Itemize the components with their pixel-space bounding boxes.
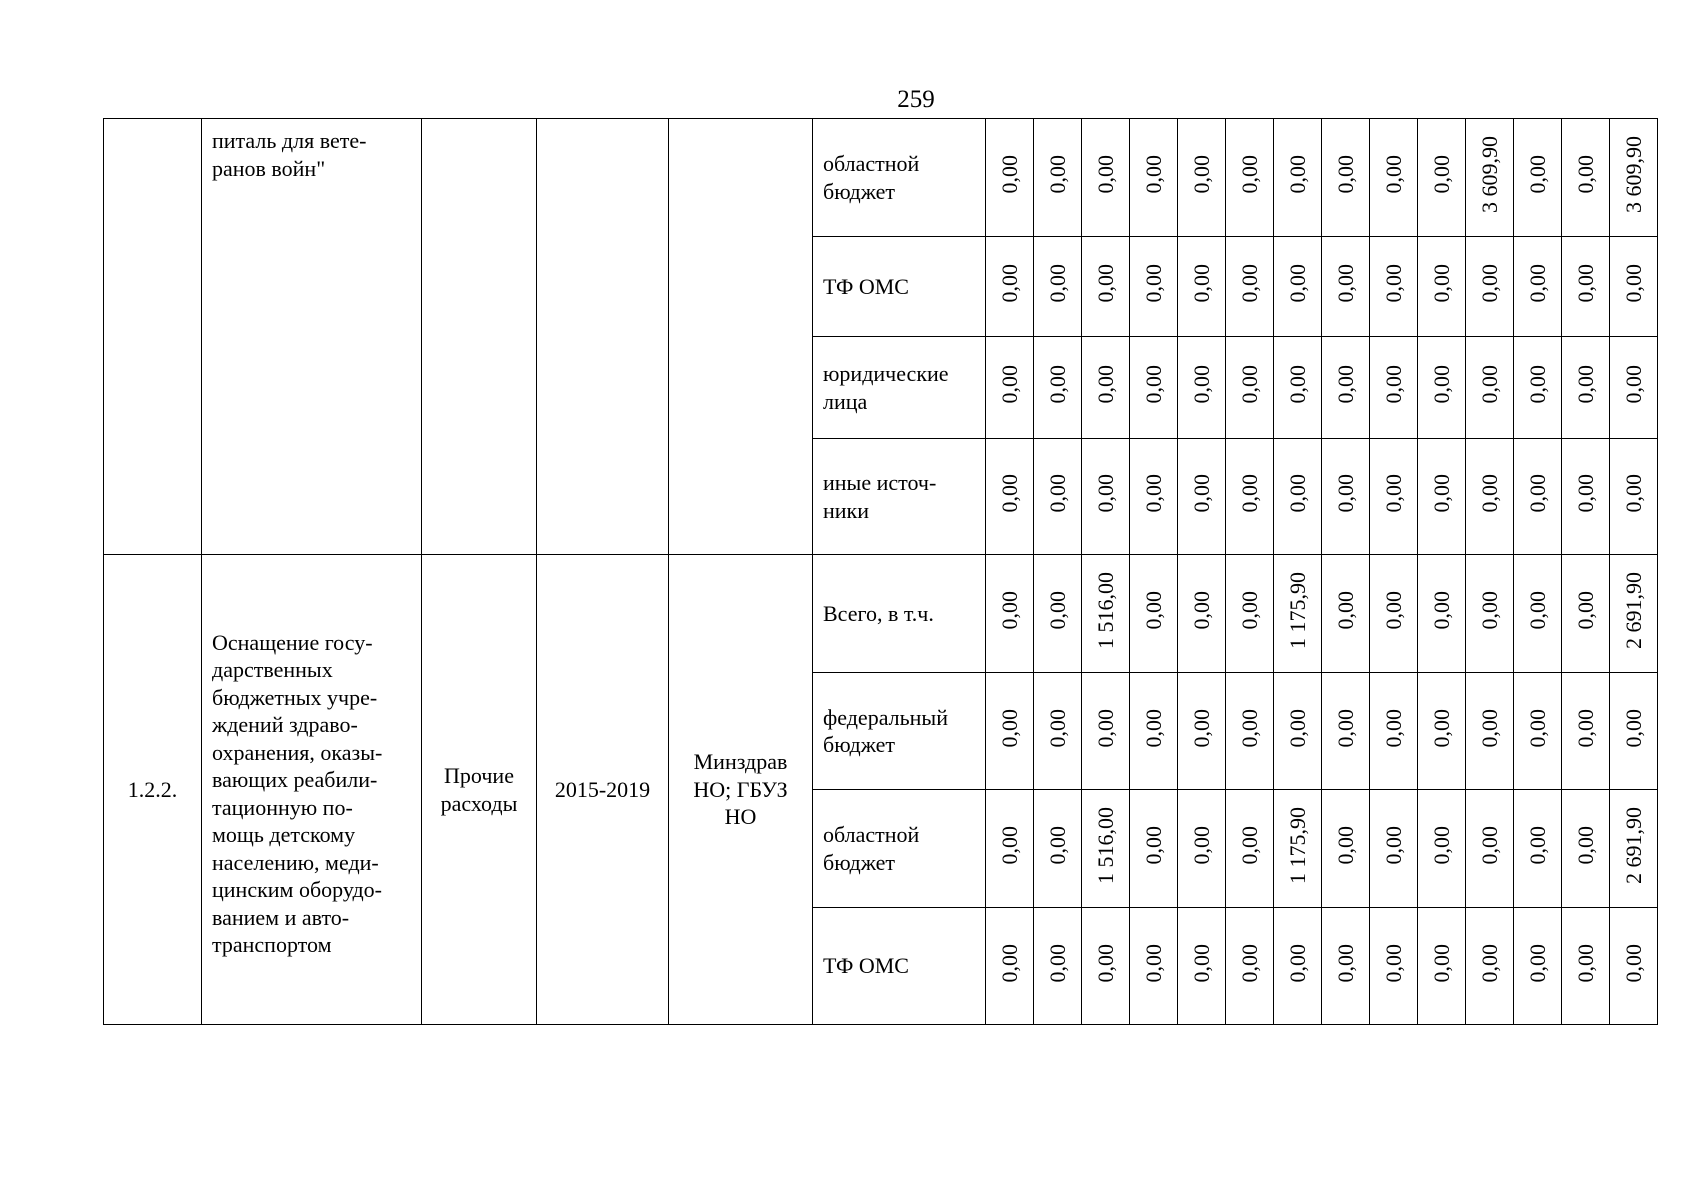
value-text: 0,00	[1284, 264, 1310, 303]
value-text: 0,00	[1572, 474, 1598, 513]
funding-source-label: Всего, в т.ч.	[823, 600, 934, 626]
value-cell	[1082, 237, 1130, 337]
value-text: 0,00	[996, 365, 1022, 404]
value-text: 0,00	[1428, 365, 1454, 404]
value-text: 0,00	[1380, 943, 1406, 982]
value-cell	[1226, 439, 1274, 555]
value-cell	[1370, 119, 1418, 237]
value-cell	[1082, 555, 1130, 673]
value-cell	[1130, 908, 1178, 1025]
value-text: 0,00	[1092, 474, 1118, 513]
value-text: 1 516,00	[1092, 806, 1118, 884]
value-text: 0,00	[1236, 264, 1262, 303]
value-cell	[1370, 237, 1418, 337]
value-cell	[1418, 673, 1466, 790]
value-text: 0,00	[1476, 264, 1502, 303]
value-cell	[1082, 119, 1130, 237]
value-text: 0,00	[1428, 474, 1454, 513]
value-text: 0,00	[996, 591, 1022, 630]
table-row	[104, 119, 1658, 237]
value-cell	[986, 237, 1034, 337]
value-text: 0,00	[996, 155, 1022, 194]
value-text: 0,00	[1188, 826, 1214, 865]
value-cell	[1466, 237, 1514, 337]
value-cell	[1034, 119, 1082, 237]
value-cell	[1322, 237, 1370, 337]
value-cell	[1514, 337, 1562, 439]
expense-type-cell-text: Прочие расходы	[440, 763, 518, 816]
value-text: 0,00	[1572, 708, 1598, 747]
value-text: 0,00	[1284, 943, 1310, 982]
item-name-cell	[202, 555, 422, 1025]
page-number: 259	[897, 86, 935, 113]
funding-source-label: юридические лица	[823, 361, 949, 414]
value-cell	[1562, 790, 1610, 908]
value-text: 0,00	[1620, 708, 1646, 747]
value-cell	[1418, 119, 1466, 237]
value-text: 0,00	[1620, 264, 1646, 303]
value-cell	[1514, 908, 1562, 1025]
value-cell	[986, 337, 1034, 439]
period-cell	[537, 119, 669, 555]
value-text: 0,00	[1188, 708, 1214, 747]
table-row	[104, 555, 1658, 673]
value-cell	[1514, 439, 1562, 555]
value-text: 0,00	[1428, 943, 1454, 982]
value-text: 0,00	[1428, 591, 1454, 630]
value-cell	[1034, 908, 1082, 1025]
executor-cell	[669, 119, 813, 555]
value-text: 0,00	[1044, 591, 1070, 630]
value-text: 0,00	[1620, 365, 1646, 404]
value-cell	[1466, 790, 1514, 908]
value-cell	[1514, 790, 1562, 908]
value-text: 0,00	[996, 826, 1022, 865]
value-text: 0,00	[1476, 474, 1502, 513]
value-cell	[1562, 908, 1610, 1025]
value-cell	[1514, 119, 1562, 237]
value-cell	[1130, 237, 1178, 337]
value-cell	[1034, 673, 1082, 790]
value-text: 0,00	[1572, 943, 1598, 982]
value-text: 0,00	[996, 943, 1022, 982]
value-cell	[1082, 337, 1130, 439]
value-cell	[1274, 555, 1322, 673]
executor-cell-text: Минздрав НО; ГБУЗ НО	[693, 749, 788, 830]
value-text: 0,00	[996, 264, 1022, 303]
value-text: 3 609,90	[1476, 135, 1502, 213]
funding-source-cell	[813, 790, 986, 908]
value-text: 0,00	[1140, 591, 1166, 630]
value-text: 0,00	[1380, 474, 1406, 513]
value-text: 0,00	[1476, 365, 1502, 404]
item-code-cell	[104, 555, 202, 1025]
value-text: 0,00	[1284, 708, 1310, 747]
value-cell	[1466, 673, 1514, 790]
value-text: 0,00	[1524, 365, 1550, 404]
value-cell	[1466, 119, 1514, 237]
value-cell	[1514, 555, 1562, 673]
value-cell	[1130, 119, 1178, 237]
value-text: 0,00	[1188, 365, 1214, 404]
value-cell	[1082, 439, 1130, 555]
value-cell	[1274, 439, 1322, 555]
expense-type-cell	[422, 555, 537, 1025]
value-text: 0,00	[1524, 155, 1550, 194]
value-text: 2 691,90	[1620, 571, 1646, 649]
value-text: 0,00	[1044, 943, 1070, 982]
value-text: 0,00	[1332, 943, 1358, 982]
value-text: 0,00	[1140, 155, 1166, 194]
value-cell	[1274, 119, 1322, 237]
value-cell	[1178, 555, 1226, 673]
value-text: 0,00	[1044, 365, 1070, 404]
value-text: 0,00	[1476, 943, 1502, 982]
funding-source-label: областной бюджет	[823, 822, 920, 875]
value-cell	[1610, 555, 1658, 673]
value-text: 0,00	[1236, 591, 1262, 630]
value-cell	[1274, 673, 1322, 790]
value-text: 0,00	[1284, 365, 1310, 404]
value-text: 0,00	[1188, 591, 1214, 630]
item-name-cell-text: питаль для вете- ранов войн"	[212, 128, 367, 181]
value-cell	[986, 119, 1034, 237]
value-cell	[1178, 337, 1226, 439]
value-cell	[1610, 337, 1658, 439]
value-cell	[1082, 673, 1130, 790]
value-text: 1 175,90	[1284, 806, 1310, 884]
funding-source-cell	[813, 555, 986, 673]
value-text: 0,00	[1380, 264, 1406, 303]
funding-source-cell	[813, 237, 986, 337]
value-cell	[1178, 439, 1226, 555]
value-cell	[1418, 790, 1466, 908]
value-cell	[986, 555, 1034, 673]
value-cell	[1610, 439, 1658, 555]
value-text: 0,00	[1332, 474, 1358, 513]
value-text: 0,00	[1044, 708, 1070, 747]
value-cell	[1034, 439, 1082, 555]
value-cell	[1418, 439, 1466, 555]
period-cell	[537, 555, 669, 1025]
value-cell	[1370, 555, 1418, 673]
value-cell	[1034, 237, 1082, 337]
funding-source-cell	[813, 439, 986, 555]
value-cell	[1562, 237, 1610, 337]
funding-source-cell	[813, 908, 986, 1025]
value-cell	[1322, 908, 1370, 1025]
funding-source-label: иные источ- ники	[823, 470, 937, 523]
value-cell	[1514, 673, 1562, 790]
value-cell	[1418, 237, 1466, 337]
value-cell	[986, 790, 1034, 908]
value-cell	[1178, 673, 1226, 790]
value-cell	[1610, 237, 1658, 337]
value-text: 0,00	[1380, 708, 1406, 747]
item-name-cell	[202, 119, 422, 555]
value-cell	[1130, 790, 1178, 908]
value-text: 0,00	[1380, 365, 1406, 404]
value-cell	[1274, 337, 1322, 439]
value-cell	[1610, 119, 1658, 237]
value-text: 0,00	[1476, 591, 1502, 630]
value-cell	[1034, 790, 1082, 908]
value-cell	[1466, 555, 1514, 673]
value-text: 0,00	[1428, 155, 1454, 194]
value-cell	[986, 439, 1034, 555]
value-text: 0,00	[1236, 155, 1262, 194]
value-cell	[1370, 673, 1418, 790]
value-text: 0,00	[1140, 826, 1166, 865]
value-cell	[1130, 673, 1178, 790]
value-text: 0,00	[1380, 826, 1406, 865]
value-cell	[1034, 337, 1082, 439]
value-text: 0,00	[1284, 474, 1310, 513]
value-cell	[1130, 555, 1178, 673]
value-cell	[986, 673, 1034, 790]
value-cell	[1178, 237, 1226, 337]
value-text: 0,00	[1620, 943, 1646, 982]
value-cell	[1418, 555, 1466, 673]
funding-source-label: федеральный бюджет	[823, 704, 948, 757]
value-text: 0,00	[1524, 474, 1550, 513]
value-text: 3 609,90	[1620, 135, 1646, 213]
value-text: 0,00	[1572, 365, 1598, 404]
value-cell	[1274, 237, 1322, 337]
value-text: 0,00	[1140, 474, 1166, 513]
value-text: 0,00	[1236, 708, 1262, 747]
value-text: 2 691,90	[1620, 806, 1646, 884]
value-cell	[1610, 790, 1658, 908]
value-text: 0,00	[1524, 826, 1550, 865]
value-cell	[1322, 555, 1370, 673]
value-cell	[1322, 673, 1370, 790]
value-text: 0,00	[1236, 365, 1262, 404]
value-text: 0,00	[1140, 943, 1166, 982]
value-text: 0,00	[1284, 155, 1310, 194]
funding-source-label: областной бюджет	[823, 151, 920, 204]
value-text: 1 175,90	[1284, 571, 1310, 649]
value-text: 0,00	[1236, 826, 1262, 865]
value-text: 0,00	[1140, 365, 1166, 404]
value-cell	[1370, 908, 1418, 1025]
value-cell	[1322, 439, 1370, 555]
value-cell	[1274, 790, 1322, 908]
value-text: 0,00	[1524, 591, 1550, 630]
value-text: 0,00	[1332, 708, 1358, 747]
value-cell	[1610, 673, 1658, 790]
value-cell	[1514, 237, 1562, 337]
value-cell	[1274, 908, 1322, 1025]
value-cell	[1562, 673, 1610, 790]
value-cell	[1082, 790, 1130, 908]
value-cell	[1178, 119, 1226, 237]
value-cell	[1130, 337, 1178, 439]
value-text: 0,00	[1044, 474, 1070, 513]
value-text: 0,00	[1572, 264, 1598, 303]
value-text: 0,00	[1092, 155, 1118, 194]
value-text: 0,00	[1092, 943, 1118, 982]
value-cell	[1562, 337, 1610, 439]
funding-source-cell	[813, 119, 986, 237]
expense-type-cell	[422, 119, 537, 555]
budget-table	[103, 118, 1658, 1025]
value-cell	[1418, 908, 1466, 1025]
value-text: 0,00	[1476, 708, 1502, 747]
value-text: 0,00	[1140, 264, 1166, 303]
value-cell	[1226, 119, 1274, 237]
value-cell	[1226, 237, 1274, 337]
value-text: 0,00	[1428, 708, 1454, 747]
value-cell	[1562, 119, 1610, 237]
value-cell	[1370, 439, 1418, 555]
value-cell	[1466, 337, 1514, 439]
value-cell	[1322, 790, 1370, 908]
value-cell	[1370, 337, 1418, 439]
value-text: 1 516,00	[1092, 571, 1118, 649]
value-text: 0,00	[1332, 591, 1358, 630]
item-code-cell	[104, 119, 202, 555]
value-cell	[1226, 790, 1274, 908]
value-text: 0,00	[1092, 264, 1118, 303]
value-text: 0,00	[1620, 474, 1646, 513]
value-text: 0,00	[1572, 155, 1598, 194]
item-code-cell-text: 1.2.2.	[127, 776, 178, 802]
value-cell	[1418, 337, 1466, 439]
value-text: 0,00	[1188, 474, 1214, 513]
value-cell	[1610, 908, 1658, 1025]
value-text: 0,00	[1524, 943, 1550, 982]
value-text: 0,00	[1572, 826, 1598, 865]
value-cell	[1226, 555, 1274, 673]
value-text: 0,00	[1476, 826, 1502, 865]
value-text: 0,00	[1236, 943, 1262, 982]
value-cell	[1370, 790, 1418, 908]
value-cell	[1322, 119, 1370, 237]
value-text: 0,00	[1572, 591, 1598, 630]
value-text: 0,00	[1428, 826, 1454, 865]
value-cell	[1322, 337, 1370, 439]
value-cell	[1466, 908, 1514, 1025]
value-cell	[1178, 790, 1226, 908]
value-text: 0,00	[1332, 264, 1358, 303]
executor-cell	[669, 555, 813, 1025]
value-text: 0,00	[1044, 826, 1070, 865]
value-text: 0,00	[996, 474, 1022, 513]
value-cell	[986, 908, 1034, 1025]
value-text: 0,00	[1236, 474, 1262, 513]
value-text: 0,00	[1332, 826, 1358, 865]
value-text: 0,00	[1380, 155, 1406, 194]
value-text: 0,00	[1332, 365, 1358, 404]
value-text: 0,00	[996, 708, 1022, 747]
funding-source-label: ТФ ОМС	[823, 953, 909, 979]
value-cell	[1178, 908, 1226, 1025]
period-cell-text: 2015-2019	[554, 776, 651, 802]
value-text: 0,00	[1524, 264, 1550, 303]
value-text: 0,00	[1092, 708, 1118, 747]
funding-source-cell	[813, 673, 986, 790]
value-text: 0,00	[1188, 264, 1214, 303]
value-text: 0,00	[1332, 155, 1358, 194]
value-cell	[1226, 673, 1274, 790]
value-text: 0,00	[1188, 155, 1214, 194]
item-name-cell-text: Оснащение госу- дарственных бюджетных учре- ждений здраво- охранения, оказы- вающих реабили- тационную по- мощь детскому населению, меди- цинским оборудо- ванием и авто- транспортом	[212, 629, 383, 957]
value-cell	[1562, 439, 1610, 555]
value-text: 0,00	[1524, 708, 1550, 747]
funding-source-label: ТФ ОМС	[823, 273, 909, 299]
value-text: 0,00	[1380, 591, 1406, 630]
value-text: 0,00	[1188, 943, 1214, 982]
value-cell	[1034, 555, 1082, 673]
value-cell	[1466, 439, 1514, 555]
value-text: 0,00	[1044, 155, 1070, 194]
funding-source-cell	[813, 337, 986, 439]
value-text: 0,00	[1428, 264, 1454, 303]
value-text: 0,00	[1044, 264, 1070, 303]
value-cell	[1226, 337, 1274, 439]
value-text: 0,00	[1140, 708, 1166, 747]
value-cell	[1226, 908, 1274, 1025]
value-text: 0,00	[1092, 365, 1118, 404]
value-cell	[1130, 439, 1178, 555]
value-cell	[1562, 555, 1610, 673]
value-cell	[1082, 908, 1130, 1025]
